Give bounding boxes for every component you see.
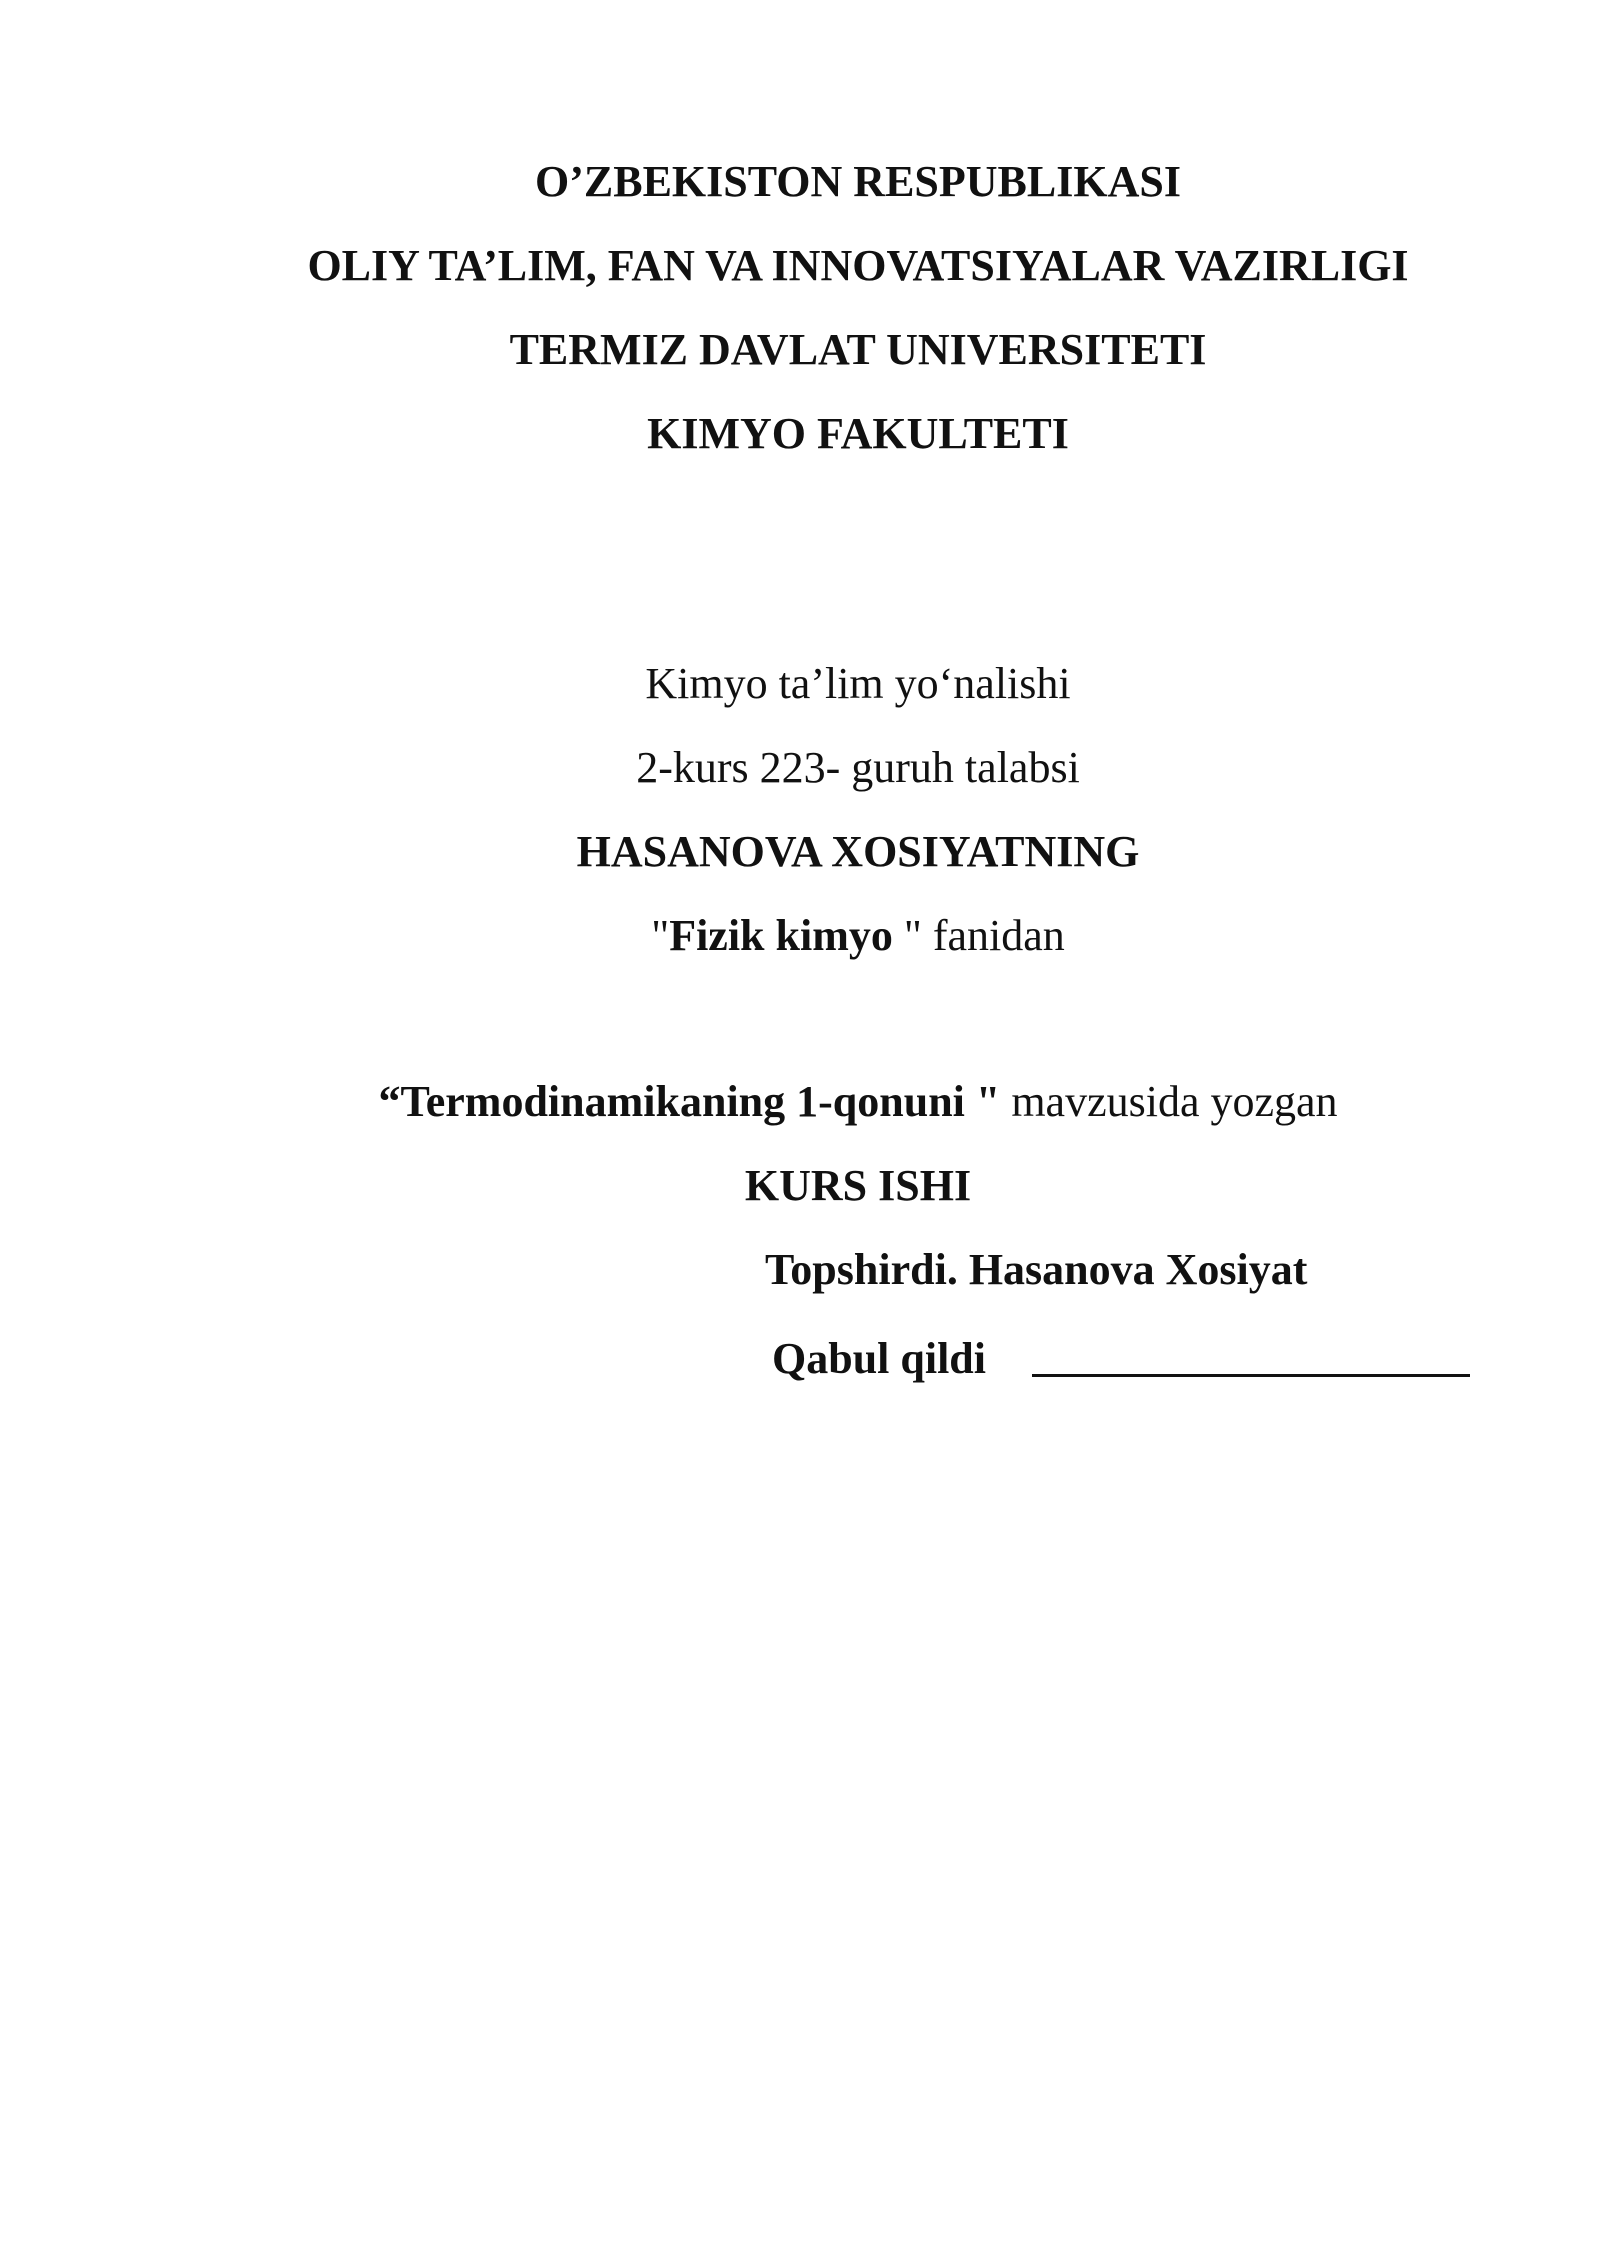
topic-line (58, 1074, 1600, 1130)
ministry-name: OLIY TA’LIM, FAN VA INNOVATSIYALAR VAZIRLIGI (307, 241, 1409, 290)
work-type: KURS ISHI (744, 1161, 972, 1210)
accepted-label: Qabul qildi (772, 1334, 987, 1383)
subject-open-quote: " (651, 911, 670, 960)
subject-name: Fizik kimyo (669, 911, 893, 960)
topic-title: “Termodinamikaning 1-qonuni " (378, 1077, 1001, 1126)
country-name: O’ZBEKISTON RESPUBLIKASI (535, 157, 1181, 206)
study-direction: Kimyo ta’lim yo‘nalishi (645, 659, 1071, 708)
university-name: TERMIZ DAVLAT UNIVERSITETI (509, 325, 1207, 374)
subject-line (58, 908, 1600, 964)
subject-suffix: " fanidan (892, 911, 1065, 960)
student-name: HASANOVA XOSIYATNING (576, 827, 1140, 876)
accepted-by-row (772, 1326, 1470, 1387)
course-group: 2-kurs 223- guruh talabsi (636, 743, 1080, 792)
topic-suffix: mavzusida yozgan (1000, 1077, 1338, 1126)
submitted-by: Topshirdi. Hasanova Xosiyat (765, 1245, 1308, 1294)
faculty-name: KIMYO FAKULTETI (647, 409, 1069, 458)
signature-line (1032, 1330, 1470, 1377)
